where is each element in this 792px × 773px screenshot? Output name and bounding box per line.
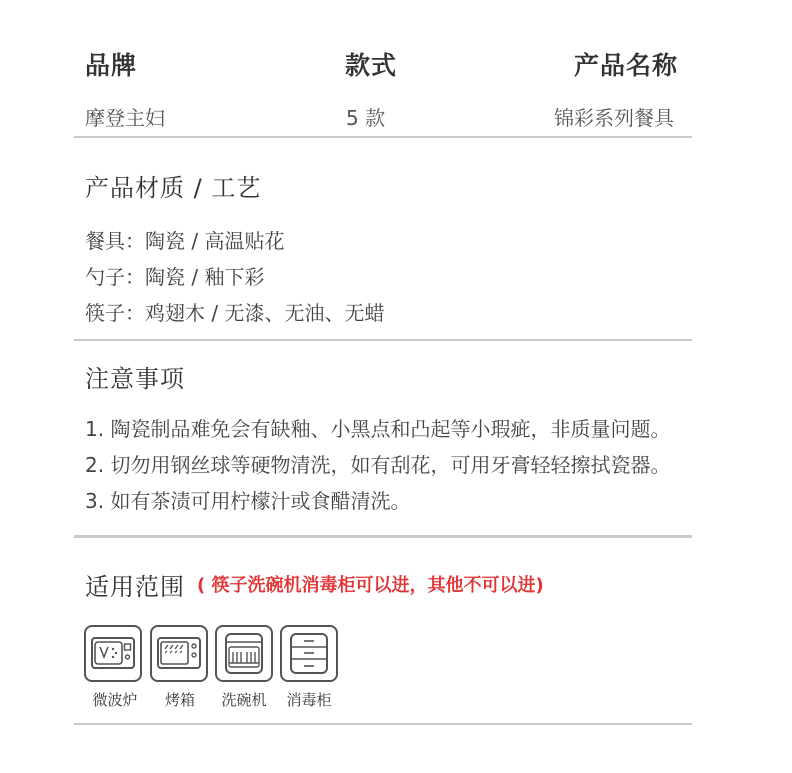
dishwasher-label: 洗碗机: [221, 691, 267, 709]
oven-label: 烤箱: [164, 691, 195, 709]
sterilizer-cabinet-icon-box: [280, 625, 338, 682]
note-line: 3. 如有茶渍可用柠檬汁或食醋清洗。: [85, 489, 411, 513]
product-name-value: 锦彩系列餐具: [554, 106, 674, 130]
sterilizer-cabinet-icon: [282, 627, 336, 680]
brand-value: 摩登主妇: [85, 106, 165, 130]
material-line: 勺子：陶瓷 / 釉下彩: [85, 265, 265, 289]
style-value: 5 款: [346, 106, 386, 130]
microwave-icon: [86, 627, 140, 680]
sterilizer-cabinet-label: 消毒柜: [286, 691, 332, 709]
oven-icon: [152, 627, 206, 680]
product-name-header: 产品名称: [574, 51, 679, 80]
divider: [74, 136, 692, 138]
divider: [74, 339, 692, 341]
notes-title: 注意事项: [85, 365, 185, 393]
material-line: 筷子：鸡翅木 / 无漆、无油、无蜡: [85, 301, 385, 325]
divider: [74, 723, 692, 725]
microwave-label: 微波炉: [92, 691, 138, 709]
brand-header: 品牌: [85, 51, 138, 80]
dishwasher-icon-box: [215, 625, 273, 682]
material-title: 产品材质 / 工艺: [85, 174, 262, 202]
dishwasher-icon: [217, 627, 271, 680]
usage-note: ( 筷子洗碗机消毒柜可以进，其他不可以进): [197, 575, 544, 596]
note-line: 2. 切勿用钢丝球等硬物清洗，如有刮花，可用牙膏轻轻擦拭瓷器。: [85, 453, 671, 477]
divider: [74, 535, 692, 538]
usage-title: 适用范围: [85, 573, 185, 601]
style-header: 款式: [345, 51, 398, 80]
note-line: 1. 陶瓷制品难免会有缺釉、小黑点和凸起等小瑕疵，非质量问题。: [85, 417, 671, 441]
material-line: 餐具：陶瓷 / 高温贴花: [85, 229, 285, 253]
microwave-icon-box: [84, 625, 142, 682]
oven-icon-box: [150, 625, 208, 682]
